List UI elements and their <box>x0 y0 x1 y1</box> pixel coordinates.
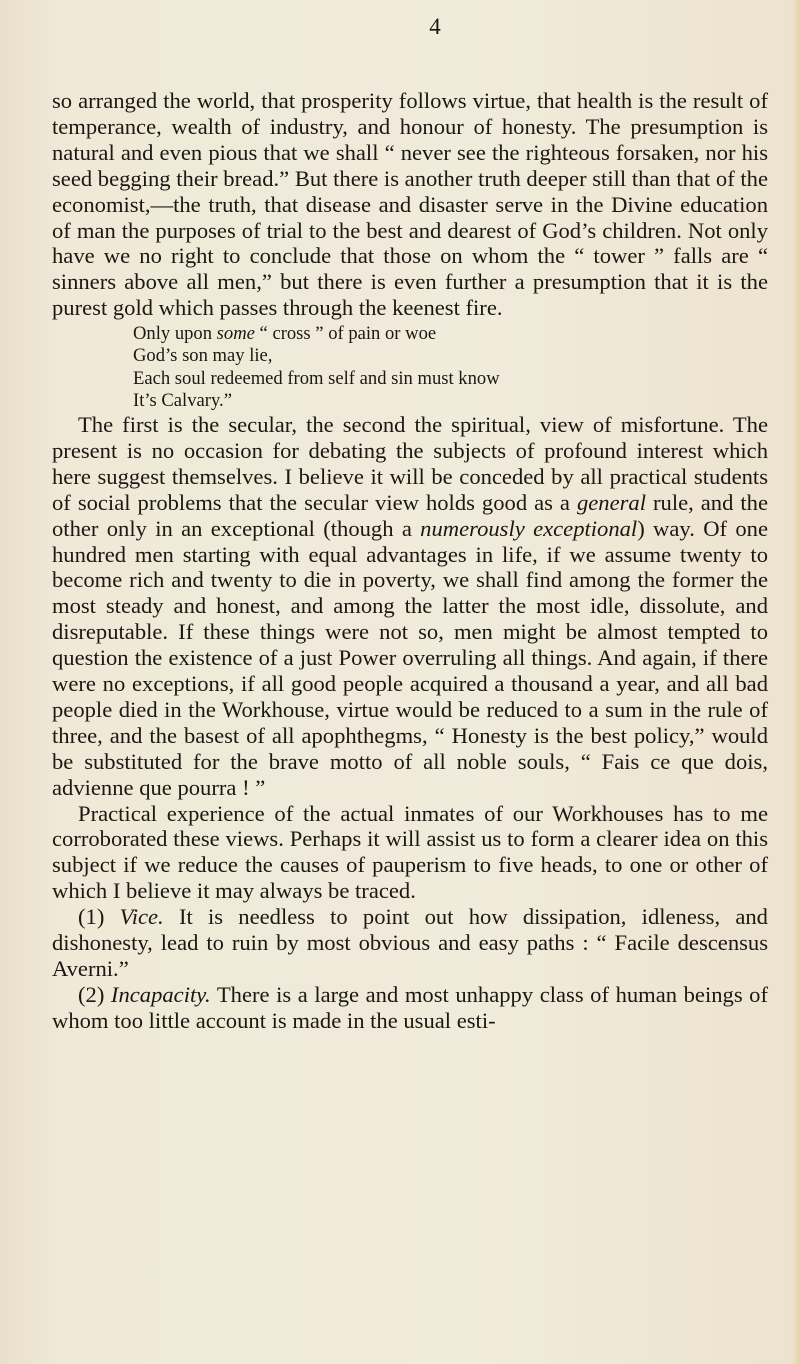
page-edge-shadow <box>792 0 800 1364</box>
verse-line-1: Only upon some “ cross ” of pain or woe <box>133 323 437 345</box>
body-text <box>52 88 768 1034</box>
numbered-item-incapacity: (2) Incapacity. There is a large and most unhappy class of human beings of whom too little account is made in the usual esti- <box>52 981 769 1033</box>
paragraph-2: The first is the secular, the second the spiritual, view of misfortune. The present is no occasion for debating the subjects of profound interest which here suggest themselves. I believe it will be conceded by all practical students of social problems that the secular view holds good as a general rule, and the other only in an exceptional (though a numerously exceptional) way. Of one hundred men starting with equal advantages in life, if we assume twenty to become rich and twenty to die in poverty, we shall find among the former the most steady and honest, and among the latter the most idle, dissolute, and disreputable. If these things were not so, men might be almost tempted to question the existence of a just Power overruling all things. And again, if there were no exceptions, if all good people acquired a thousand a year, and all bad people died in the Workhouse, virtue would be reduced to a sum in the rule of three, and the basest of all apophthegms, “ Honesty is the best policy,” would be substituted for the brave motto of all noble souls, “ Fais ce que dois, advienne que pourra ! ” <box>52 411 768 800</box>
numbered-item-vice: (1) Vice. It is needless to point out how dissipation, idleness, and dishonesty, lead to ruin by most obvious and easy paths : “ Facile descensus Averni.” <box>52 904 768 981</box>
verse-line-3: Each soul redeemed from self and sin must know <box>133 367 500 389</box>
paragraph-1: so arranged the world, that prosperity follows virtue, that health is the result of temperance, wealth of industry, and honour of honesty. The presumption is natural and even pious that we shall “ never see the righteous forsaken, nor his seed begging their bread.” But there is another truth deeper still than that of the economist,—the truth, that disease and disaster serve in the Divine education of man the purposes of trial to the best and dearest of God’s children. Not only have we no right to conclude that those on whom the “ tower ” falls are “ sinners above all men,” but there is even further a presumption that it is the purest gold which passes through the keenest fire. <box>52 88 768 321</box>
verse-line-4: It’s Calvary.” <box>133 389 232 411</box>
paragraph-3: Practical experience of the actual inmates of our Workhouses has to me corroborated these views. Perhaps it will assist us to form a clearer idea on this subject if we reduce the causes of pauperism to five heads, to one or other of which I believe it may always be traced. <box>52 800 768 904</box>
verse-line-2: God’s son may lie, <box>133 345 273 367</box>
page-number: 4 <box>429 14 441 39</box>
verse-quotation <box>52 323 768 412</box>
